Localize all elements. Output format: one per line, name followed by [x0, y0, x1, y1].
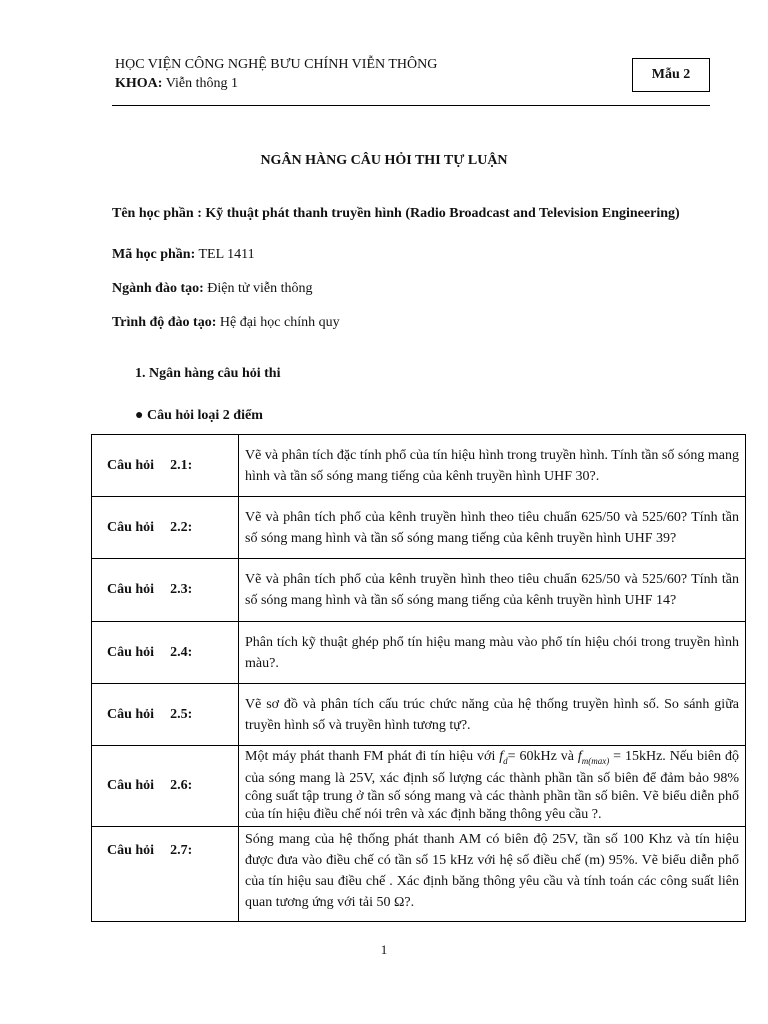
- table-row: [92, 497, 746, 559]
- question-number: 2.7:: [170, 842, 193, 858]
- page-title: NGÂN HÀNG CÂU HỎI THI TỰ LUẬN: [260, 153, 508, 168]
- table-row: [92, 684, 746, 746]
- question-label-cell: [92, 684, 239, 746]
- table-row: [92, 826, 746, 921]
- subsection-heading: ● Câu hỏi loại 2 điểm: [135, 408, 263, 423]
- faculty-label: KHOA:: [115, 76, 163, 91]
- question-label: Câu hỏi: [107, 644, 155, 660]
- question-number: 2.4:: [170, 644, 193, 660]
- question-number: 2.6:: [170, 777, 193, 793]
- course-name: [112, 205, 712, 222]
- question-text: [239, 746, 746, 827]
- table-row: [92, 622, 746, 684]
- q26-text-c: = 15kHz. Nếu biên độ của sóng mang là 25V, xác định số lượng các thành phần tần số biên để đảm bảo 98% công suất tập trung ở tần số sóng mang và các thành phần tần số biên. Vẽ biểu diễn phổ của tín hiệu điều chế nói trên và xác định băng thông yêu cầu ?.: [245, 749, 739, 822]
- fd-symbol: f: [499, 749, 504, 764]
- question-number: 2.2:: [170, 519, 193, 535]
- question-number: 2.1:: [170, 457, 193, 473]
- question-label-cell: [92, 622, 239, 684]
- institute-name: HỌC VIỆN CÔNG NGHỆ BƯU CHÍNH VIỄN THÔNG: [115, 57, 438, 72]
- course-code-label: Mã học phần:: [112, 247, 196, 262]
- course-name-label: Tên học phần :: [112, 206, 202, 221]
- fm-symbol: f: [577, 749, 582, 764]
- header-divider: [112, 105, 710, 106]
- question-label: Câu hỏi: [107, 842, 155, 858]
- question-table: [91, 434, 746, 922]
- question-text: Vẽ và phân tích đặc tính phổ của tín hiệu hình trong truyền hình. Tính tần số sóng mang hình và tần số sóng mang tiếng của kênh truyền hình UHF 30?.: [239, 435, 746, 497]
- question-label-cell: [92, 826, 239, 921]
- faculty-line: [115, 76, 238, 92]
- question-text: Vẽ và phân tích phổ của kênh truyền hình theo tiêu chuẩn 625/50 và 525/60? Tính tần số sóng mang hình và tần số sóng mang tiếng của kênh truyền hình UHF 39?: [239, 497, 746, 559]
- course-code: [112, 247, 255, 263]
- question-label-cell: [92, 746, 239, 827]
- fd-subscript: d: [503, 755, 508, 766]
- fm-subscript: m(max): [581, 755, 610, 766]
- q26-text-b: = 60kHz và: [507, 749, 578, 764]
- table-row: [92, 746, 746, 827]
- question-text: Vẽ sơ đồ và phân tích cấu trúc chức năng của hệ thống truyền hình số. So sánh giữa truyền hình số và truyền hình tương tự?.: [239, 684, 746, 746]
- form-code-box: [632, 58, 710, 92]
- form-code: Mẫu 2: [651, 67, 691, 82]
- question-label-cell: [92, 559, 239, 622]
- q26-text-a: Một máy phát thanh FM phát đi tín hiệu với: [245, 749, 500, 764]
- question-text: Phân tích kỹ thuật ghép phổ tín hiệu mang màu vào phổ tín hiệu chói trong truyền hình màu?.: [239, 622, 746, 684]
- training-level-value: Hệ đại học chính quy: [216, 315, 340, 330]
- question-number: 2.5:: [170, 706, 193, 722]
- question-label: Câu hỏi: [107, 582, 155, 597]
- question-label: Câu hỏi: [107, 519, 155, 535]
- training-level: [112, 315, 340, 331]
- question-number: 2.3:: [170, 582, 193, 597]
- section-heading: 1. Ngân hàng câu hỏi thi: [135, 366, 281, 381]
- training-level-label: Trình độ đào tạo:: [112, 315, 217, 330]
- major-label: Ngành đào tạo:: [112, 281, 204, 296]
- table-row: [92, 435, 746, 497]
- course-code-value: TEL 1411: [195, 247, 255, 262]
- question-label: Câu hỏi: [107, 777, 155, 793]
- question-label-cell: [92, 435, 239, 497]
- table-row: [92, 559, 746, 622]
- faculty-value: Viễn thông 1: [162, 76, 238, 91]
- question-label: Câu hỏi: [107, 706, 155, 722]
- question-label-cell: [92, 497, 239, 559]
- course-name-vi: Kỹ thuật phát thanh truyền hình: [201, 206, 406, 221]
- question-label: Câu hỏi: [107, 457, 155, 473]
- major-value: Điện tử viễn thông: [203, 281, 313, 296]
- course-name-en: (Radio Broadcast and Television Engineering): [405, 206, 680, 221]
- question-text: Sóng mang của hệ thống phát thanh AM có biên độ 25V, tần số 100 Khz và tín hiệu được đưa vào điều chế có tần số 15 kHz với hệ số điều chế (m) 95%. Vẽ biểu diễn phổ của tín hiệu sau điều chế . Xác định băng thông yêu cầu và tính toán các công suất liên quan tương ứng với tải 50 Ω?.: [239, 826, 746, 921]
- question-text: Vẽ và phân tích phổ của kênh truyền hình theo tiêu chuẩn 625/50 và 525/60? Tính tần số sóng mang hình và tần số sóng mang tiếng của kênh truyền hình UHF 14?: [239, 559, 746, 622]
- major: [112, 281, 312, 297]
- page-number: 1: [380, 942, 388, 957]
